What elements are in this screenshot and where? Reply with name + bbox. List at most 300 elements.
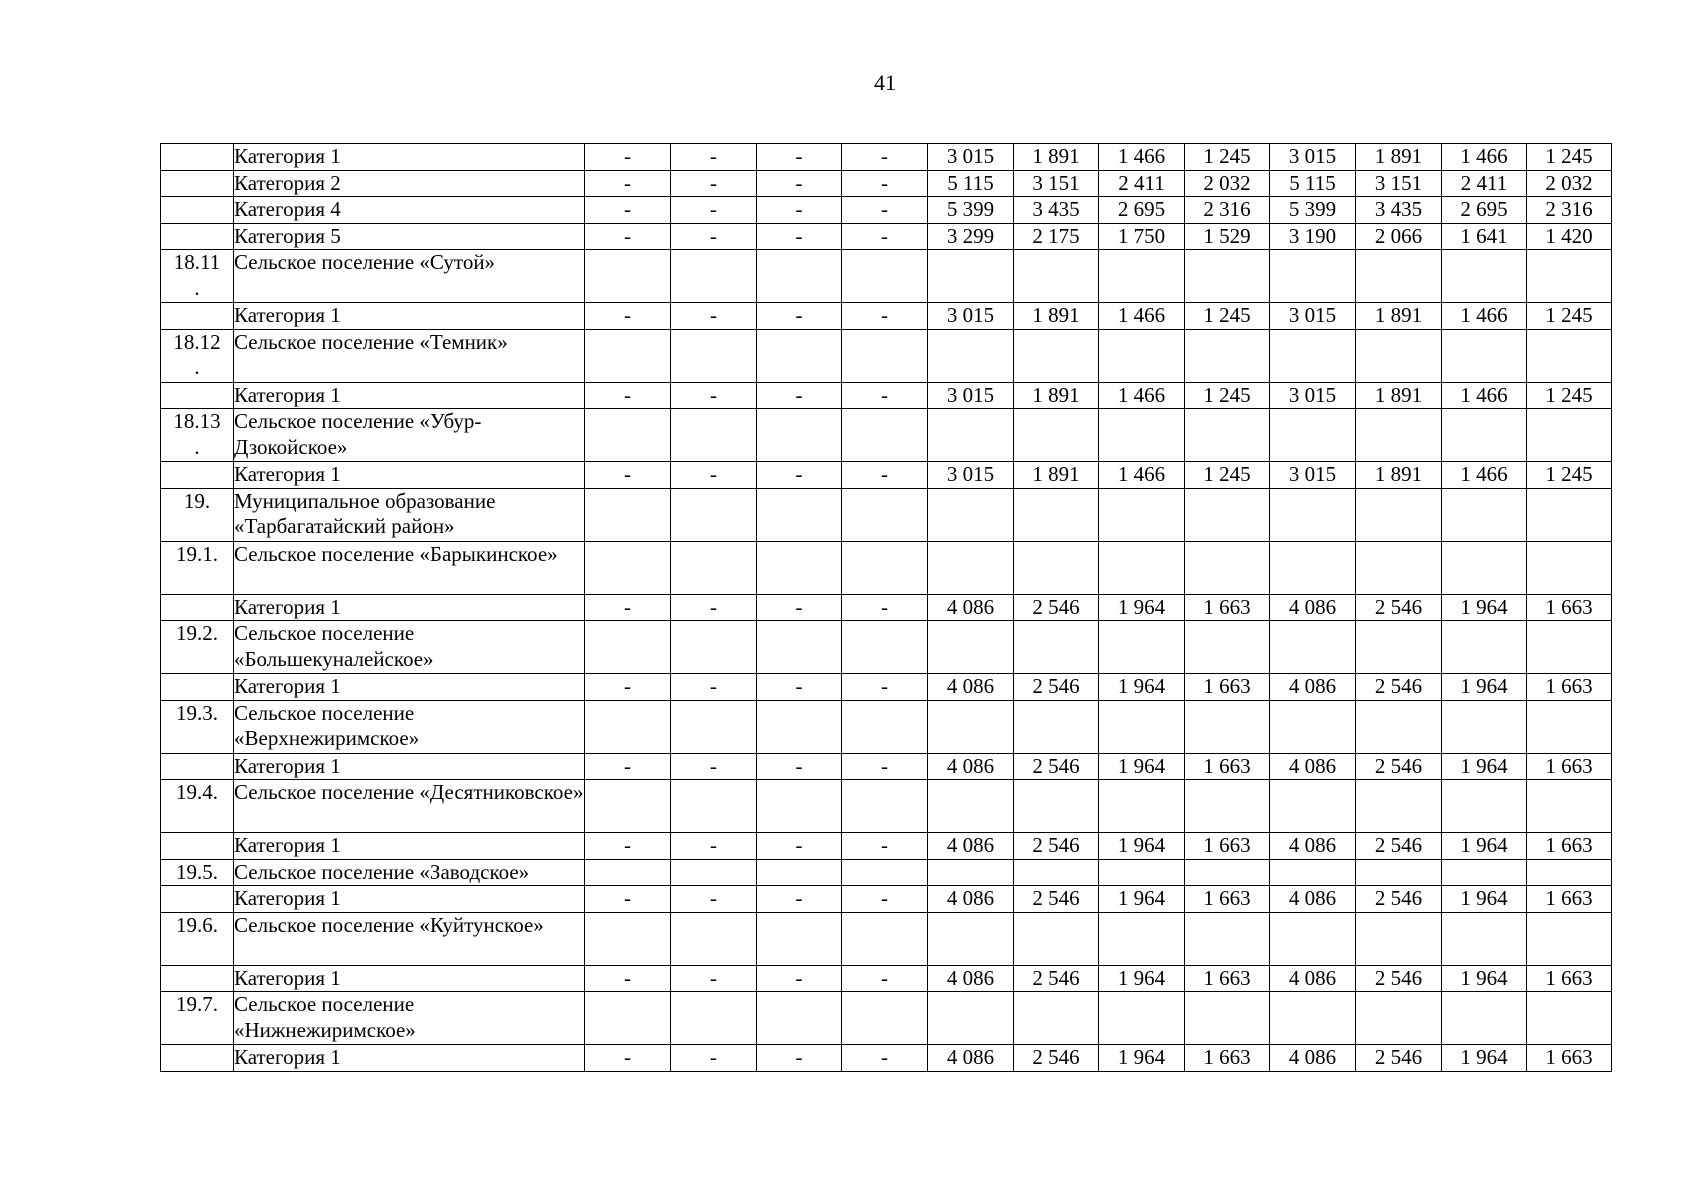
value-cell bbox=[928, 250, 1014, 303]
row-number: 18.12 . bbox=[161, 329, 234, 382]
row-number bbox=[161, 170, 234, 197]
value-cell bbox=[1356, 780, 1442, 833]
value-cell: 4 086 bbox=[1270, 594, 1356, 621]
value-cell: 1 663 bbox=[1527, 753, 1612, 780]
row-number: 19.6. bbox=[161, 912, 234, 965]
dash-cell bbox=[757, 409, 842, 462]
value-cell: 1 466 bbox=[1442, 462, 1527, 489]
dash-cell bbox=[671, 992, 757, 1045]
value-cell: 2 546 bbox=[1014, 833, 1099, 860]
value-cell: 2 032 bbox=[1185, 170, 1270, 197]
value-cell: 1 964 bbox=[1099, 833, 1185, 860]
value-cell bbox=[1099, 700, 1185, 753]
value-cell: 1 964 bbox=[1442, 833, 1527, 860]
value-cell bbox=[1442, 329, 1527, 382]
row-number bbox=[161, 594, 234, 621]
row-number bbox=[161, 674, 234, 701]
value-cell: 1 964 bbox=[1442, 886, 1527, 913]
value-cell bbox=[1099, 541, 1185, 594]
dash-cell: - bbox=[585, 753, 671, 780]
value-cell bbox=[1185, 700, 1270, 753]
value-cell: 3 015 bbox=[1270, 303, 1356, 330]
row-name: Категория 1 bbox=[234, 753, 585, 780]
row-name: Категория 4 bbox=[234, 197, 585, 224]
value-cell: 1 245 bbox=[1527, 382, 1612, 409]
row-number: 19.2. bbox=[161, 621, 234, 674]
table-row bbox=[161, 700, 1612, 753]
value-cell: 2 546 bbox=[1014, 674, 1099, 701]
value-cell: 1 245 bbox=[1185, 303, 1270, 330]
value-cell: 2 546 bbox=[1014, 965, 1099, 992]
value-cell: 1 420 bbox=[1527, 223, 1612, 250]
value-cell bbox=[1527, 488, 1612, 541]
dash-cell: - bbox=[585, 965, 671, 992]
dash-cell bbox=[671, 329, 757, 382]
dash-cell: - bbox=[585, 197, 671, 224]
value-cell bbox=[1014, 700, 1099, 753]
row-number: 19.5. bbox=[161, 859, 234, 886]
dash-cell bbox=[842, 859, 928, 886]
row-name: Сельское поселение «Убур-Дзокойское» bbox=[234, 409, 585, 462]
table-row bbox=[161, 197, 1612, 224]
value-cell: 1 466 bbox=[1442, 303, 1527, 330]
dash-cell: - bbox=[842, 197, 928, 224]
row-number: 19.4. bbox=[161, 780, 234, 833]
value-cell bbox=[1099, 859, 1185, 886]
dash-cell: - bbox=[842, 144, 928, 171]
dash-cell bbox=[585, 621, 671, 674]
table-row bbox=[161, 303, 1612, 330]
dash-cell bbox=[757, 992, 842, 1045]
dash-cell: - bbox=[671, 886, 757, 913]
value-cell bbox=[1270, 700, 1356, 753]
dash-cell: - bbox=[585, 1045, 671, 1072]
dash-cell: - bbox=[842, 1045, 928, 1072]
value-cell: 1 245 bbox=[1527, 303, 1612, 330]
value-cell bbox=[1442, 250, 1527, 303]
value-cell bbox=[1356, 409, 1442, 462]
table-row bbox=[161, 753, 1612, 780]
dash-cell bbox=[757, 859, 842, 886]
dash-cell bbox=[842, 541, 928, 594]
value-cell bbox=[1442, 488, 1527, 541]
value-cell: 1 245 bbox=[1185, 462, 1270, 489]
dash-cell bbox=[585, 912, 671, 965]
table-row bbox=[161, 462, 1612, 489]
value-cell: 1 663 bbox=[1527, 674, 1612, 701]
row-name: Категория 1 bbox=[234, 965, 585, 992]
table-row bbox=[161, 170, 1612, 197]
row-name: Категория 1 bbox=[234, 674, 585, 701]
value-cell: 1 891 bbox=[1356, 462, 1442, 489]
value-cell: 4 086 bbox=[928, 594, 1014, 621]
value-cell: 5 399 bbox=[928, 197, 1014, 224]
value-cell bbox=[928, 992, 1014, 1045]
row-name: Сельское поселение «Десятниковское» bbox=[234, 780, 585, 833]
value-cell bbox=[1014, 488, 1099, 541]
dash-cell bbox=[585, 488, 671, 541]
value-cell bbox=[1442, 409, 1527, 462]
value-cell bbox=[1270, 250, 1356, 303]
row-name: Муниципальное образование «Тарбагатайский район» bbox=[234, 488, 585, 541]
value-cell: 4 086 bbox=[1270, 753, 1356, 780]
row-name: Категория 1 bbox=[234, 462, 585, 489]
dash-cell: - bbox=[757, 170, 842, 197]
dash-cell: - bbox=[757, 594, 842, 621]
value-cell: 1 466 bbox=[1442, 144, 1527, 171]
value-cell bbox=[1099, 488, 1185, 541]
value-cell: 3 015 bbox=[928, 462, 1014, 489]
dash-cell: - bbox=[585, 382, 671, 409]
value-cell: 4 086 bbox=[1270, 965, 1356, 992]
table-row bbox=[161, 886, 1612, 913]
dash-cell: - bbox=[757, 886, 842, 913]
value-cell: 2 546 bbox=[1014, 1045, 1099, 1072]
dash-cell bbox=[842, 621, 928, 674]
table-row bbox=[161, 859, 1612, 886]
dash-cell: - bbox=[842, 965, 928, 992]
table-row bbox=[161, 329, 1612, 382]
dash-cell bbox=[671, 488, 757, 541]
value-cell: 3 435 bbox=[1356, 197, 1442, 224]
value-cell: 1 964 bbox=[1099, 753, 1185, 780]
value-cell: 3 435 bbox=[1014, 197, 1099, 224]
value-cell: 4 086 bbox=[1270, 886, 1356, 913]
value-cell: 4 086 bbox=[928, 965, 1014, 992]
dash-cell bbox=[585, 700, 671, 753]
value-cell: 1 641 bbox=[1442, 223, 1527, 250]
value-cell bbox=[1356, 700, 1442, 753]
dash-cell bbox=[671, 700, 757, 753]
value-cell bbox=[1442, 859, 1527, 886]
value-cell bbox=[1185, 488, 1270, 541]
value-cell bbox=[1185, 250, 1270, 303]
value-cell bbox=[928, 541, 1014, 594]
value-cell: 1 964 bbox=[1442, 594, 1527, 621]
dash-cell bbox=[757, 700, 842, 753]
dash-cell: - bbox=[585, 462, 671, 489]
value-cell bbox=[1527, 992, 1612, 1045]
value-cell: 1 964 bbox=[1099, 886, 1185, 913]
value-cell bbox=[1270, 859, 1356, 886]
value-cell bbox=[1185, 912, 1270, 965]
dash-cell bbox=[671, 780, 757, 833]
dash-cell bbox=[585, 541, 671, 594]
value-cell: 3 015 bbox=[1270, 144, 1356, 171]
dash-cell: - bbox=[842, 886, 928, 913]
row-name: Сельское поселение «Большекуналейское» bbox=[234, 621, 585, 674]
row-number bbox=[161, 144, 234, 171]
dash-cell bbox=[671, 912, 757, 965]
dash-cell bbox=[757, 912, 842, 965]
dash-cell: - bbox=[842, 833, 928, 860]
row-name: Категория 1 bbox=[234, 833, 585, 860]
value-cell: 1 245 bbox=[1185, 144, 1270, 171]
dash-cell: - bbox=[842, 303, 928, 330]
dash-cell: - bbox=[757, 753, 842, 780]
row-number: 18.13 . bbox=[161, 409, 234, 462]
value-cell bbox=[1014, 250, 1099, 303]
value-cell: 3 151 bbox=[1356, 170, 1442, 197]
value-cell bbox=[1527, 250, 1612, 303]
value-cell: 2 546 bbox=[1014, 753, 1099, 780]
dash-cell bbox=[671, 621, 757, 674]
value-cell bbox=[1099, 250, 1185, 303]
value-cell bbox=[1527, 329, 1612, 382]
dash-cell bbox=[842, 992, 928, 1045]
value-cell: 2 066 bbox=[1356, 223, 1442, 250]
value-cell: 1 663 bbox=[1185, 674, 1270, 701]
value-cell: 2 546 bbox=[1356, 753, 1442, 780]
value-cell: 4 086 bbox=[1270, 1045, 1356, 1072]
value-cell bbox=[1356, 329, 1442, 382]
value-cell bbox=[1185, 621, 1270, 674]
row-number: 19. bbox=[161, 488, 234, 541]
value-cell bbox=[1442, 621, 1527, 674]
dash-cell bbox=[585, 329, 671, 382]
dash-cell: - bbox=[671, 674, 757, 701]
value-cell: 1 663 bbox=[1185, 833, 1270, 860]
value-cell: 1 964 bbox=[1442, 674, 1527, 701]
dash-cell: - bbox=[842, 223, 928, 250]
value-cell: 4 086 bbox=[928, 886, 1014, 913]
value-cell bbox=[1356, 250, 1442, 303]
value-cell: 1 466 bbox=[1442, 382, 1527, 409]
value-cell: 1 964 bbox=[1099, 1045, 1185, 1072]
value-cell bbox=[1270, 621, 1356, 674]
table-row bbox=[161, 674, 1612, 701]
value-cell: 1 663 bbox=[1527, 833, 1612, 860]
value-cell bbox=[1014, 329, 1099, 382]
value-cell: 1 245 bbox=[1527, 144, 1612, 171]
dash-cell: - bbox=[671, 197, 757, 224]
row-name: Категория 1 bbox=[234, 382, 585, 409]
row-number: 19.3. bbox=[161, 700, 234, 753]
row-number: 19.1. bbox=[161, 541, 234, 594]
row-name: Категория 1 bbox=[234, 1045, 585, 1072]
dash-cell: - bbox=[671, 1045, 757, 1072]
dash-cell bbox=[757, 780, 842, 833]
value-cell: 2 546 bbox=[1014, 886, 1099, 913]
value-cell bbox=[1356, 541, 1442, 594]
dash-cell: - bbox=[671, 833, 757, 860]
row-number bbox=[161, 462, 234, 489]
value-cell bbox=[1527, 912, 1612, 965]
dash-cell: - bbox=[757, 833, 842, 860]
value-cell bbox=[1270, 780, 1356, 833]
value-cell bbox=[1270, 992, 1356, 1045]
value-cell bbox=[1356, 859, 1442, 886]
value-cell: 4 086 bbox=[928, 753, 1014, 780]
dash-cell: - bbox=[585, 833, 671, 860]
dash-cell: - bbox=[585, 223, 671, 250]
value-cell bbox=[928, 700, 1014, 753]
value-cell bbox=[1442, 780, 1527, 833]
value-cell: 4 086 bbox=[928, 674, 1014, 701]
value-cell: 3 015 bbox=[928, 303, 1014, 330]
value-cell: 3 151 bbox=[1014, 170, 1099, 197]
value-cell bbox=[1014, 780, 1099, 833]
value-cell bbox=[1099, 992, 1185, 1045]
dash-cell: - bbox=[842, 674, 928, 701]
value-cell bbox=[1099, 409, 1185, 462]
row-name: Категория 1 bbox=[234, 144, 585, 171]
value-cell bbox=[928, 488, 1014, 541]
row-name: Категория 1 bbox=[234, 594, 585, 621]
row-name: Категория 5 bbox=[234, 223, 585, 250]
dash-cell bbox=[585, 250, 671, 303]
dash-cell bbox=[757, 329, 842, 382]
value-cell: 1 891 bbox=[1014, 462, 1099, 489]
table-row bbox=[161, 780, 1612, 833]
value-cell: 2 695 bbox=[1099, 197, 1185, 224]
value-cell: 2 411 bbox=[1442, 170, 1527, 197]
value-cell bbox=[1527, 541, 1612, 594]
value-cell: 1 663 bbox=[1527, 1045, 1612, 1072]
dash-cell: - bbox=[671, 462, 757, 489]
table-row bbox=[161, 992, 1612, 1045]
value-cell: 1 964 bbox=[1099, 965, 1185, 992]
dash-cell bbox=[671, 250, 757, 303]
value-cell bbox=[1527, 780, 1612, 833]
value-cell bbox=[1014, 912, 1099, 965]
row-name: Категория 2 bbox=[234, 170, 585, 197]
value-cell: 2 546 bbox=[1356, 833, 1442, 860]
dash-cell: - bbox=[842, 382, 928, 409]
row-name: Сельское поселение «Нижнежиримское» bbox=[234, 992, 585, 1045]
dash-cell bbox=[842, 700, 928, 753]
table-row bbox=[161, 223, 1612, 250]
row-name: Сельское поселение «Сутой» bbox=[234, 250, 585, 303]
row-name: Сельское поселение «Верхнежиримское» bbox=[234, 700, 585, 753]
table-row bbox=[161, 1045, 1612, 1072]
value-cell bbox=[1014, 859, 1099, 886]
table-row bbox=[161, 594, 1612, 621]
value-cell bbox=[1014, 992, 1099, 1045]
dash-cell: - bbox=[671, 382, 757, 409]
value-cell bbox=[928, 780, 1014, 833]
dash-cell bbox=[842, 409, 928, 462]
value-cell: 4 086 bbox=[1270, 674, 1356, 701]
dash-cell: - bbox=[757, 303, 842, 330]
tariff-table bbox=[160, 143, 1612, 1072]
value-cell: 3 015 bbox=[1270, 382, 1356, 409]
value-cell: 1 663 bbox=[1527, 594, 1612, 621]
row-number: 19.7. bbox=[161, 992, 234, 1045]
value-cell bbox=[928, 621, 1014, 674]
value-cell: 2 546 bbox=[1356, 1045, 1442, 1072]
value-cell bbox=[1014, 541, 1099, 594]
row-number bbox=[161, 223, 234, 250]
table-row bbox=[161, 912, 1612, 965]
value-cell: 1 891 bbox=[1356, 303, 1442, 330]
value-cell: 3 015 bbox=[928, 382, 1014, 409]
row-number bbox=[161, 753, 234, 780]
dash-cell bbox=[585, 992, 671, 1045]
row-number bbox=[161, 382, 234, 409]
value-cell bbox=[1014, 621, 1099, 674]
row-name: Сельское поселение «Барыкинское» bbox=[234, 541, 585, 594]
value-cell: 3 015 bbox=[928, 144, 1014, 171]
value-cell: 5 399 bbox=[1270, 197, 1356, 224]
value-cell: 2 316 bbox=[1185, 197, 1270, 224]
dash-cell: - bbox=[757, 382, 842, 409]
value-cell: 1 466 bbox=[1099, 303, 1185, 330]
value-cell bbox=[1527, 859, 1612, 886]
value-cell bbox=[928, 329, 1014, 382]
value-cell: 2 411 bbox=[1099, 170, 1185, 197]
value-cell: 4 086 bbox=[928, 1045, 1014, 1072]
value-cell: 1 663 bbox=[1185, 753, 1270, 780]
value-cell bbox=[1099, 780, 1185, 833]
value-cell: 2 546 bbox=[1014, 594, 1099, 621]
value-cell bbox=[928, 409, 1014, 462]
value-cell: 3 015 bbox=[1270, 462, 1356, 489]
value-cell bbox=[1356, 621, 1442, 674]
value-cell: 2 546 bbox=[1356, 674, 1442, 701]
value-cell: 4 086 bbox=[1270, 833, 1356, 860]
page-number: 41 bbox=[874, 70, 896, 95]
dash-cell: - bbox=[842, 462, 928, 489]
dash-cell: - bbox=[842, 594, 928, 621]
value-cell: 1 891 bbox=[1356, 382, 1442, 409]
value-cell: 1 964 bbox=[1442, 753, 1527, 780]
table-row bbox=[161, 965, 1612, 992]
dash-cell: - bbox=[585, 144, 671, 171]
value-cell: 2 695 bbox=[1442, 197, 1527, 224]
dash-cell: - bbox=[671, 223, 757, 250]
table-row bbox=[161, 409, 1612, 462]
dash-cell: - bbox=[842, 170, 928, 197]
row-number bbox=[161, 833, 234, 860]
value-cell bbox=[1527, 621, 1612, 674]
value-cell: 1 529 bbox=[1185, 223, 1270, 250]
value-cell bbox=[1442, 541, 1527, 594]
table-row bbox=[161, 382, 1612, 409]
value-cell bbox=[1099, 912, 1185, 965]
value-cell: 4 086 bbox=[928, 833, 1014, 860]
value-cell: 2 546 bbox=[1356, 594, 1442, 621]
dash-cell: - bbox=[585, 303, 671, 330]
value-cell bbox=[1442, 992, 1527, 1045]
value-cell bbox=[1442, 912, 1527, 965]
table-row bbox=[161, 541, 1612, 594]
value-cell: 1 964 bbox=[1099, 674, 1185, 701]
value-cell: 3 190 bbox=[1270, 223, 1356, 250]
dash-cell: - bbox=[757, 197, 842, 224]
dash-cell bbox=[842, 780, 928, 833]
table-row bbox=[161, 621, 1612, 674]
table-row bbox=[161, 144, 1612, 171]
dash-cell bbox=[585, 780, 671, 833]
value-cell bbox=[1270, 409, 1356, 462]
value-cell: 1 663 bbox=[1185, 1045, 1270, 1072]
value-cell bbox=[928, 912, 1014, 965]
dash-cell bbox=[757, 541, 842, 594]
dash-cell: - bbox=[671, 965, 757, 992]
value-cell bbox=[1527, 409, 1612, 462]
value-cell bbox=[1356, 912, 1442, 965]
value-cell: 5 115 bbox=[1270, 170, 1356, 197]
value-cell: 1 964 bbox=[1442, 1045, 1527, 1072]
value-cell: 1 891 bbox=[1014, 303, 1099, 330]
value-cell: 1 891 bbox=[1014, 144, 1099, 171]
row-number: 18.11 . bbox=[161, 250, 234, 303]
row-number bbox=[161, 1045, 234, 1072]
value-cell bbox=[1527, 700, 1612, 753]
dash-cell bbox=[842, 329, 928, 382]
table-row bbox=[161, 250, 1612, 303]
